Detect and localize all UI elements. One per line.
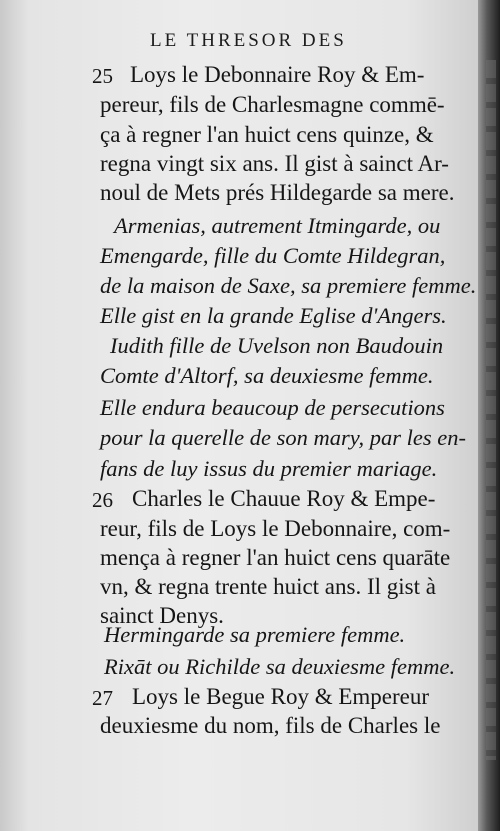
italic-line: Emengarde, fille du Comte Hildegran, [100, 243, 446, 268]
italic-line: Elle endura beaucoup de persecutions [100, 395, 445, 420]
italic-line: Armenias, autrement Itmingarde, ou [114, 213, 441, 238]
italic-line: fans de luy issus du premier mariage. [100, 456, 438, 481]
italic-line: Hermingarde sa premiere femme. [104, 622, 406, 647]
text-line: ça à regner l'an huict cens quinze, & [100, 122, 434, 147]
text-line: Loys le Debonnaire Roy & Em- [130, 62, 425, 87]
italic-line: Elle gist en la grande Eglise d'Angers. [100, 303, 447, 328]
italic-line: Rixāt ou Richilde sa deuxiesme femme. [104, 654, 456, 679]
text-line: noul de Mets prés Hildegarde sa mere. [100, 180, 455, 205]
entry-number: 25 [92, 64, 113, 88]
entry-number: 26 [92, 488, 113, 512]
text-line: pereur, fils de Charlesmagne commē- [100, 92, 445, 117]
text-line: Charles le Chauue Roy & Empe- [132, 486, 436, 511]
text-line: vn, & regna trente huict ans. Il gist à [100, 574, 436, 599]
running-head: LE THRESOR DES [150, 30, 347, 51]
text-line: reur, fils de Loys le Debonnaire, com- [100, 516, 451, 541]
italic-line: pour la querelle de son mary, par les en- [100, 425, 466, 450]
italic-line: de la maison de Saxe, sa premiere femme. [100, 273, 477, 298]
entry-number: 27 [92, 686, 113, 710]
text-line: regna vingt six ans. Il gist à sainct Ar- [100, 151, 449, 176]
adjacent-page-edge [486, 60, 496, 760]
italic-line: Comte d'Altorf, sa deuxiesme femme. [100, 363, 434, 388]
text-line: Loys le Begue Roy & Empereur [132, 684, 430, 709]
text-line: deuxiesme du nom, fils de Charles le [100, 713, 441, 738]
text-line: sainct Denys. [100, 603, 224, 628]
text-line: mença à regner l'an huict cens quarāte [100, 545, 451, 570]
italic-line: Iudith fille de Uvelson non Baudouin [110, 333, 444, 358]
